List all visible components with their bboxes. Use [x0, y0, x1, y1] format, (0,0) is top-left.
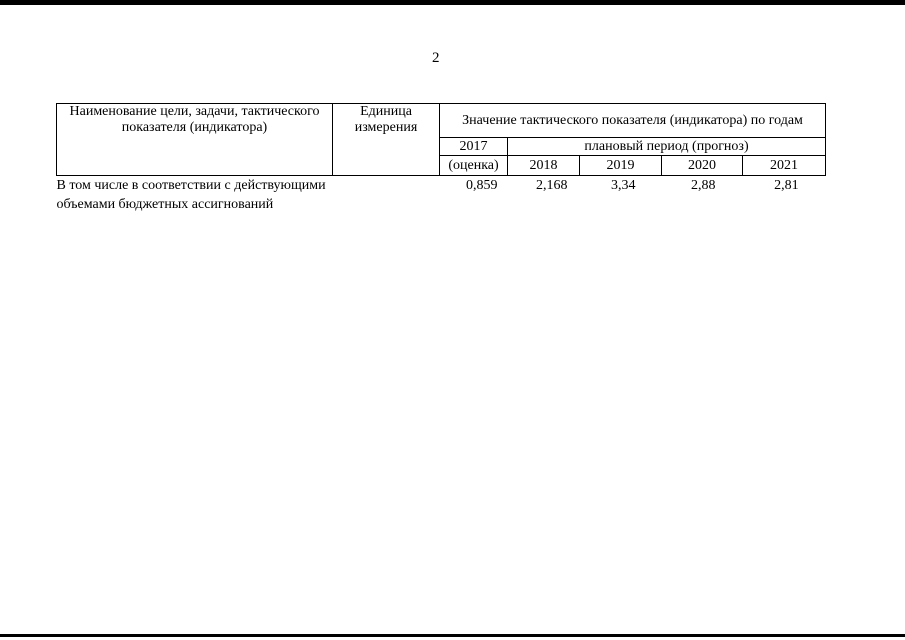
page-number: 2	[432, 50, 440, 66]
value-2019: 3,34	[611, 178, 636, 193]
header-year-2017: 2017	[440, 138, 508, 156]
row-unit	[333, 176, 440, 215]
header-estimate: (оценка)	[440, 156, 508, 176]
header-goal-name: Наименование цели, задачи, тактического показателя (индикатора)	[57, 104, 333, 176]
top-rule	[0, 0, 905, 5]
value-2021: 2,81	[774, 178, 799, 193]
value-2020: 2,88	[691, 178, 716, 193]
header-year-2020: 2020	[662, 156, 743, 176]
header-year-2019: 2019	[580, 156, 662, 176]
header-indicator-value: Значение тактического показателя (индикатора) по годам	[440, 104, 826, 138]
indicator-table	[56, 103, 826, 214]
header-planning-period: плановый период (прогноз)	[508, 138, 826, 156]
header-year-2021: 2021	[743, 156, 826, 176]
value-2017: 0,859	[466, 178, 498, 193]
bottom-rule	[0, 634, 905, 637]
table-row	[57, 176, 826, 215]
value-2018: 2,168	[536, 178, 568, 193]
header-unit: Единица измерения	[333, 104, 440, 176]
header-year-2018: 2018	[508, 156, 580, 176]
row-name: В том числе в соответствии с действующими объемами бюджетных ассигнований	[56, 178, 326, 212]
